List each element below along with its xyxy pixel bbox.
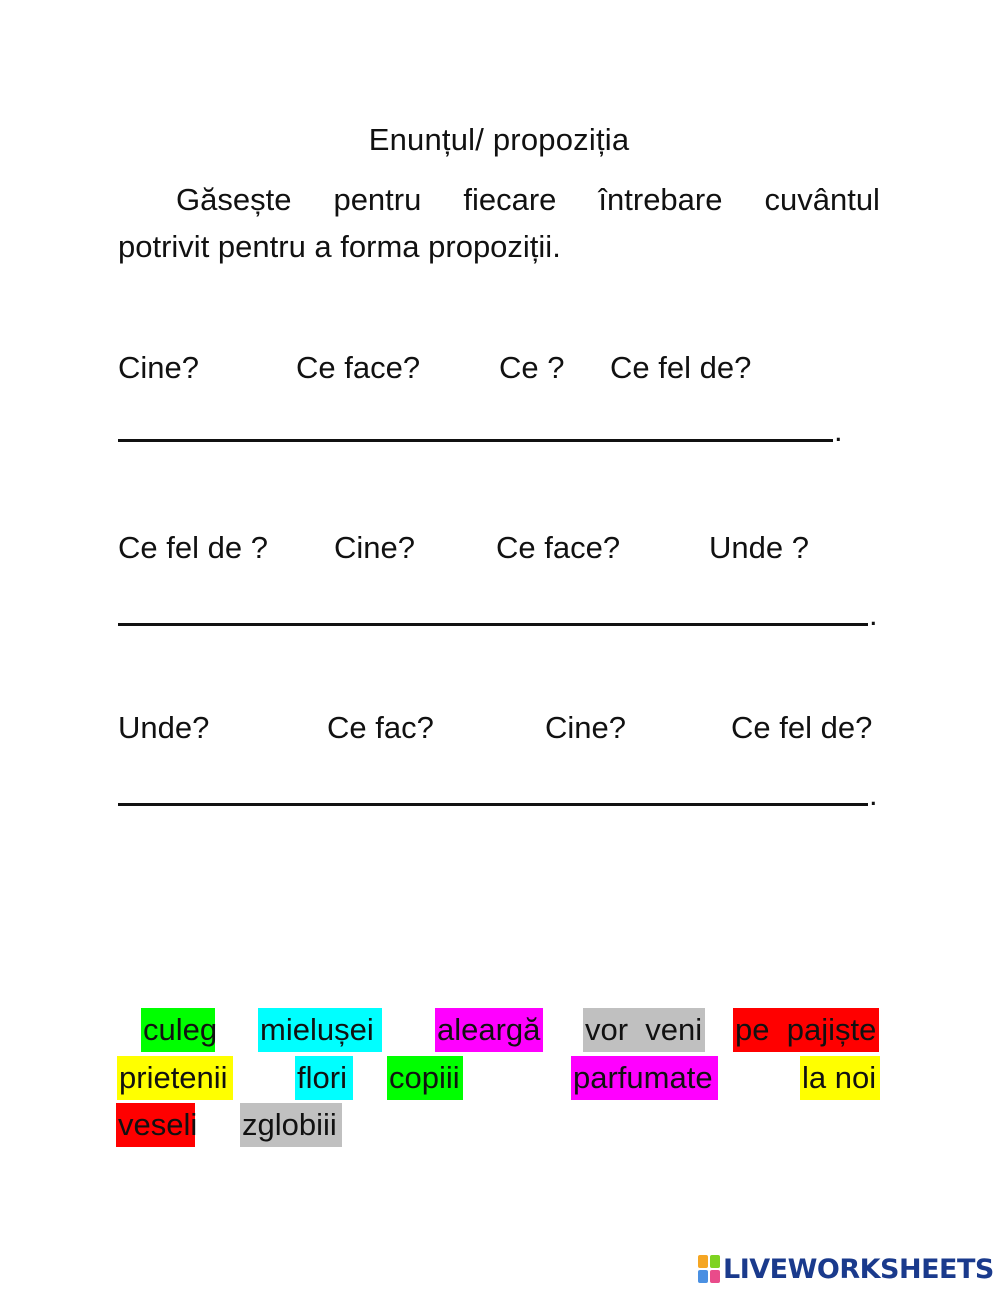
word-tile[interactable]: mielușei xyxy=(258,1008,382,1052)
answer-area-3 xyxy=(118,776,883,812)
question-label: Ce ? xyxy=(499,350,565,385)
page-title: Enunțul/ propoziția xyxy=(368,122,630,157)
question-label: Ce fac? xyxy=(327,710,434,745)
question-label: Ce fel de? xyxy=(731,710,873,745)
logo-square xyxy=(698,1270,708,1283)
question-label: Ce face? xyxy=(496,530,621,565)
logo-square xyxy=(710,1270,720,1283)
sentence-period: . xyxy=(869,597,878,632)
liveworksheets-logo xyxy=(698,1252,994,1286)
logo-square xyxy=(698,1255,708,1268)
answer-area-2 xyxy=(118,596,883,632)
question-label: Cine? xyxy=(118,350,199,385)
word-tile[interactable]: la noi xyxy=(800,1056,880,1100)
word-tile[interactable]: culeg xyxy=(141,1008,215,1052)
question-label: Unde? xyxy=(118,710,210,745)
question-row-3 xyxy=(0,710,1000,750)
question-row-2 xyxy=(0,530,1000,570)
instructions-line-2: potrivit pentru a forma propoziții. xyxy=(118,229,561,264)
question-label: Cine? xyxy=(334,530,415,565)
logo-square xyxy=(710,1255,720,1268)
word-tile[interactable]: aleargă xyxy=(435,1008,543,1052)
question-label: Cine? xyxy=(545,710,626,745)
answer-input-2[interactable] xyxy=(118,596,867,626)
word-tile[interactable]: pe pajiște xyxy=(733,1008,879,1052)
instruction-word: Găsește xyxy=(176,182,292,217)
question-label: Ce face? xyxy=(296,350,421,385)
word-tile[interactable]: parfumate xyxy=(571,1056,718,1100)
word-tile[interactable]: vor veni xyxy=(583,1008,705,1052)
logo-text: LIVEWORKSHEETS xyxy=(723,1253,994,1285)
sentence-period: . xyxy=(869,777,878,812)
answer-input-1[interactable] xyxy=(118,412,832,442)
instruction-word: pentru xyxy=(333,182,422,217)
word-tile[interactable]: prietenii xyxy=(117,1056,233,1100)
instructions-line-1 xyxy=(176,182,880,218)
logo-mark-icon xyxy=(698,1255,720,1283)
word-tile[interactable]: zglobiii xyxy=(240,1103,342,1147)
word-tile[interactable]: copiii xyxy=(387,1056,463,1100)
question-row-1 xyxy=(0,350,1000,390)
instruction-word: cuvântul xyxy=(764,182,880,217)
sentence-period: . xyxy=(834,413,843,448)
word-tile[interactable]: flori xyxy=(295,1056,353,1100)
instruction-word: întrebare xyxy=(598,182,723,217)
answer-area-1 xyxy=(118,412,848,448)
answer-input-3[interactable] xyxy=(118,776,867,806)
instruction-word: fiecare xyxy=(463,182,557,217)
word-tile[interactable]: veseli xyxy=(116,1103,195,1147)
question-label: Ce fel de ? xyxy=(118,530,268,565)
question-label: Unde ? xyxy=(709,530,809,565)
question-label: Ce fel de? xyxy=(610,350,752,385)
